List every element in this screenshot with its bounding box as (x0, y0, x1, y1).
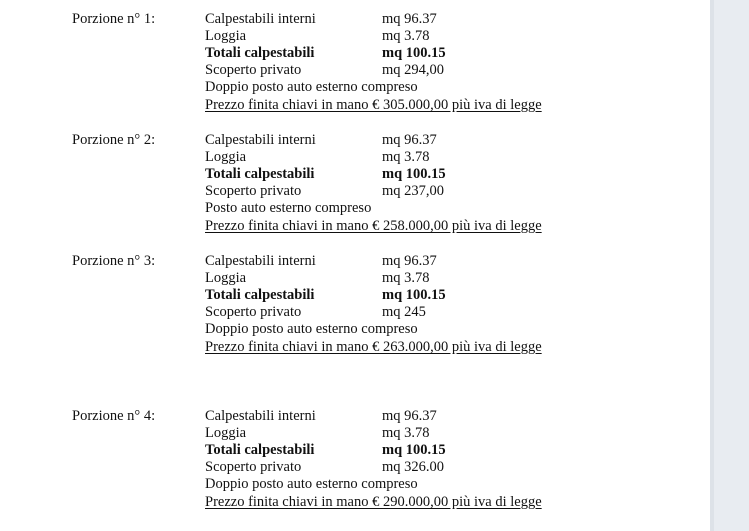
interni-value: mq 96.37 (382, 408, 437, 424)
price-line: Prezzo finita chiavi in mano € 290.000,00 più iva di legge (205, 494, 542, 510)
posto-auto-text: Doppio posto auto esterno compreso (205, 476, 418, 492)
interni-label: Calpestabili interni (205, 408, 316, 424)
interni-label: Calpestabili interni (205, 11, 316, 27)
loggia-value: mq 3.78 (382, 425, 430, 441)
scoperto-label: Scoperto privato (205, 459, 302, 475)
portion-label: Porzione n° 4: (72, 408, 156, 424)
right-margin-strip (710, 0, 749, 531)
price-line: Prezzo finita chiavi in mano € 263.000,00 più iva di legge (205, 339, 542, 355)
loggia-value: mq 3.78 (382, 149, 430, 165)
posto-auto-text: Doppio posto auto esterno compreso (205, 321, 418, 337)
posto-auto-text: Doppio posto auto esterno compreso (205, 79, 418, 95)
interni-value: mq 96.37 (382, 11, 437, 27)
price-line: Prezzo finita chiavi in mano € 258.000,00 più iva di legge (205, 218, 542, 234)
strip-edge (710, 0, 714, 531)
totali-value: mq 100.15 (382, 45, 446, 61)
scoperto-value: mq 237,00 (382, 183, 445, 199)
totali-label: Totali calpestabili (205, 287, 315, 303)
interni-label: Calpestabili interni (205, 253, 316, 269)
scoperto-label: Scoperto privato (205, 183, 302, 199)
totali-value: mq 100.15 (382, 166, 446, 182)
price-line: Prezzo finita chiavi in mano € 305.000,00 più iva di legge (205, 97, 542, 113)
loggia-value: mq 3.78 (382, 270, 430, 286)
totali-label: Totali calpestabili (205, 166, 315, 182)
totali-label: Totali calpestabili (205, 442, 315, 458)
loggia-label: Loggia (205, 149, 247, 165)
loggia-label: Loggia (205, 425, 247, 441)
interni-value: mq 96.37 (382, 132, 437, 148)
posto-auto-text: Posto auto esterno compreso (205, 200, 372, 216)
scoperto-label: Scoperto privato (205, 62, 302, 78)
totali-label: Totali calpestabili (205, 45, 315, 61)
totali-value: mq 100.15 (382, 442, 446, 458)
totali-value: mq 100.15 (382, 287, 446, 303)
loggia-value: mq 3.78 (382, 28, 430, 44)
scoperto-value: mq 245 (382, 304, 426, 320)
scoperto-value: mq 326.00 (382, 459, 445, 475)
portion-label: Porzione n° 2: (72, 132, 156, 148)
loggia-label: Loggia (205, 270, 247, 286)
scoperto-value: mq 294,00 (382, 62, 445, 78)
portion-label: Porzione n° 1: (72, 11, 156, 27)
interni-value: mq 96.37 (382, 253, 437, 269)
interni-label: Calpestabili interni (205, 132, 316, 148)
scoperto-label: Scoperto privato (205, 304, 302, 320)
portion-label: Porzione n° 3: (72, 253, 156, 269)
loggia-label: Loggia (205, 28, 247, 44)
